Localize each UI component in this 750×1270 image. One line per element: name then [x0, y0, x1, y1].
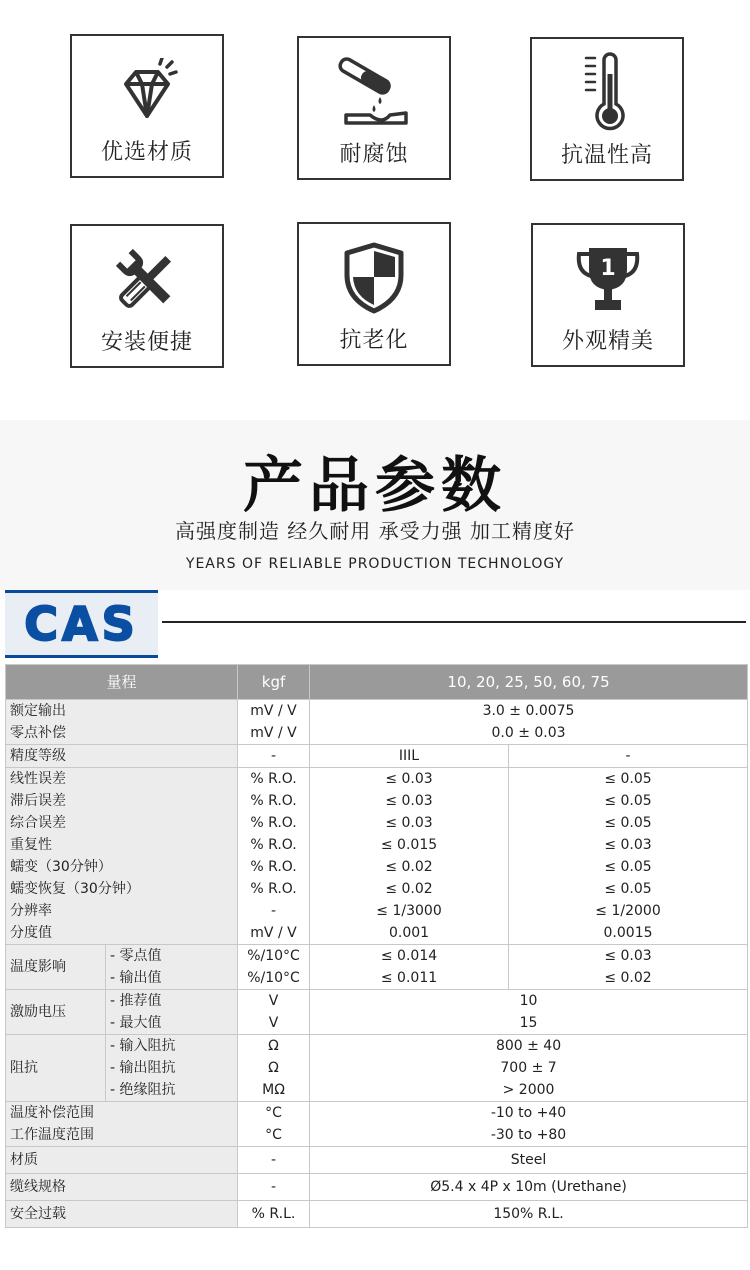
table-row: - 输出值 %/10°C ≤ 0.011 ≤ 0.02 [6, 967, 748, 990]
table-row: - 绝缘阻抗 MΩ > 2000 [6, 1079, 748, 1102]
feature-card-material [70, 34, 224, 178]
table-row: 温度补偿范围 °C -10 to +40 [6, 1102, 748, 1125]
table-row: 温度影响 - 零点值 %/10°C ≤ 0.014 ≤ 0.03 [6, 945, 748, 968]
spec-header-row [6, 665, 748, 700]
table-row: 综合误差 % R.O. ≤ 0.03 ≤ 0.05 [6, 812, 748, 834]
feature-label: 抗温性高 [560, 143, 653, 168]
table-row: 精度等级 - IIIL - [6, 745, 748, 768]
table-row: 工作温度范围 °C -30 to +80 [6, 1124, 748, 1147]
feature-card-anti-aging [297, 222, 451, 366]
thermometer-icon [582, 52, 632, 134]
features-section [0, 0, 750, 420]
feature-card-install [70, 224, 224, 368]
header-param: 量程 [6, 665, 238, 700]
header-unit: kgf [238, 665, 310, 700]
table-row: 分度值 mV / V 0.001 0.0015 [6, 922, 748, 945]
table-row: 蠕变恢复（30分钟） % R.O. ≤ 0.02 ≤ 0.05 [6, 878, 748, 900]
table-row: 分辨率 - ≤ 1/3000 ≤ 1/2000 [6, 900, 748, 922]
feature-card-appearance [531, 223, 685, 367]
table-row: 安全过载 % R.L. 150% R.L. [6, 1201, 748, 1228]
feature-label: 优选材质 [100, 140, 193, 165]
divider-line [162, 621, 746, 623]
svg-text:1: 1 [600, 256, 616, 281]
feature-card-corrosion [297, 36, 451, 180]
feature-label: 外观精美 [561, 329, 654, 354]
brand-logo [5, 590, 158, 658]
table-row: 重复性 % R.O. ≤ 0.015 ≤ 0.03 [6, 834, 748, 856]
spec-table [5, 664, 748, 1228]
shield-icon [341, 241, 407, 315]
tools-icon [111, 244, 183, 316]
table-row: 阻抗 - 输入阻抗 Ω 800 ± 40 [6, 1035, 748, 1058]
table-row: 蠕变（30分钟） % R.O. ≤ 0.02 ≤ 0.05 [6, 856, 748, 878]
page-title: 产品参数 [243, 451, 507, 521]
table-row: 激励电压 - 推荐值 V 10 [6, 990, 748, 1013]
table-row: 零点补偿 mV / V 0.0 ± 0.03 [6, 722, 748, 745]
feature-card-temperature [530, 37, 684, 181]
table-row: 线性误差 % R.O. ≤ 0.03 ≤ 0.05 [6, 768, 748, 791]
feature-label: 安装便捷 [100, 330, 193, 355]
table-row: 缆线规格 - Ø5.4 x 4P x 10m (Urethane) [6, 1174, 748, 1201]
table-row: 材质 - Steel [6, 1147, 748, 1174]
table-row: 滞后误差 % R.O. ≤ 0.03 ≤ 0.05 [6, 790, 748, 812]
diamond-icon [112, 58, 182, 122]
feature-label: 耐腐蚀 [339, 142, 409, 167]
header-capacity: 10, 20, 25, 50, 60, 75 [310, 665, 748, 700]
feature-label: 抗老化 [339, 328, 409, 353]
table-row: - 输出阻抗 Ω 700 ± 7 [6, 1057, 748, 1079]
corrosion-icon [334, 57, 414, 127]
trophy-icon [573, 242, 643, 316]
tagline: YEARS OF RELIABLE PRODUCTION TECHNOLOGY [185, 556, 565, 572]
logo-text: CAS [24, 597, 139, 651]
table-row: - 最大值 V 15 [6, 1012, 748, 1035]
table-row: 额定输出 mV / V 3.0 ± 0.0075 [6, 700, 748, 723]
page-subtitle: 高强度制造 经久耐用 承受力强 加工精度好 [174, 519, 576, 543]
